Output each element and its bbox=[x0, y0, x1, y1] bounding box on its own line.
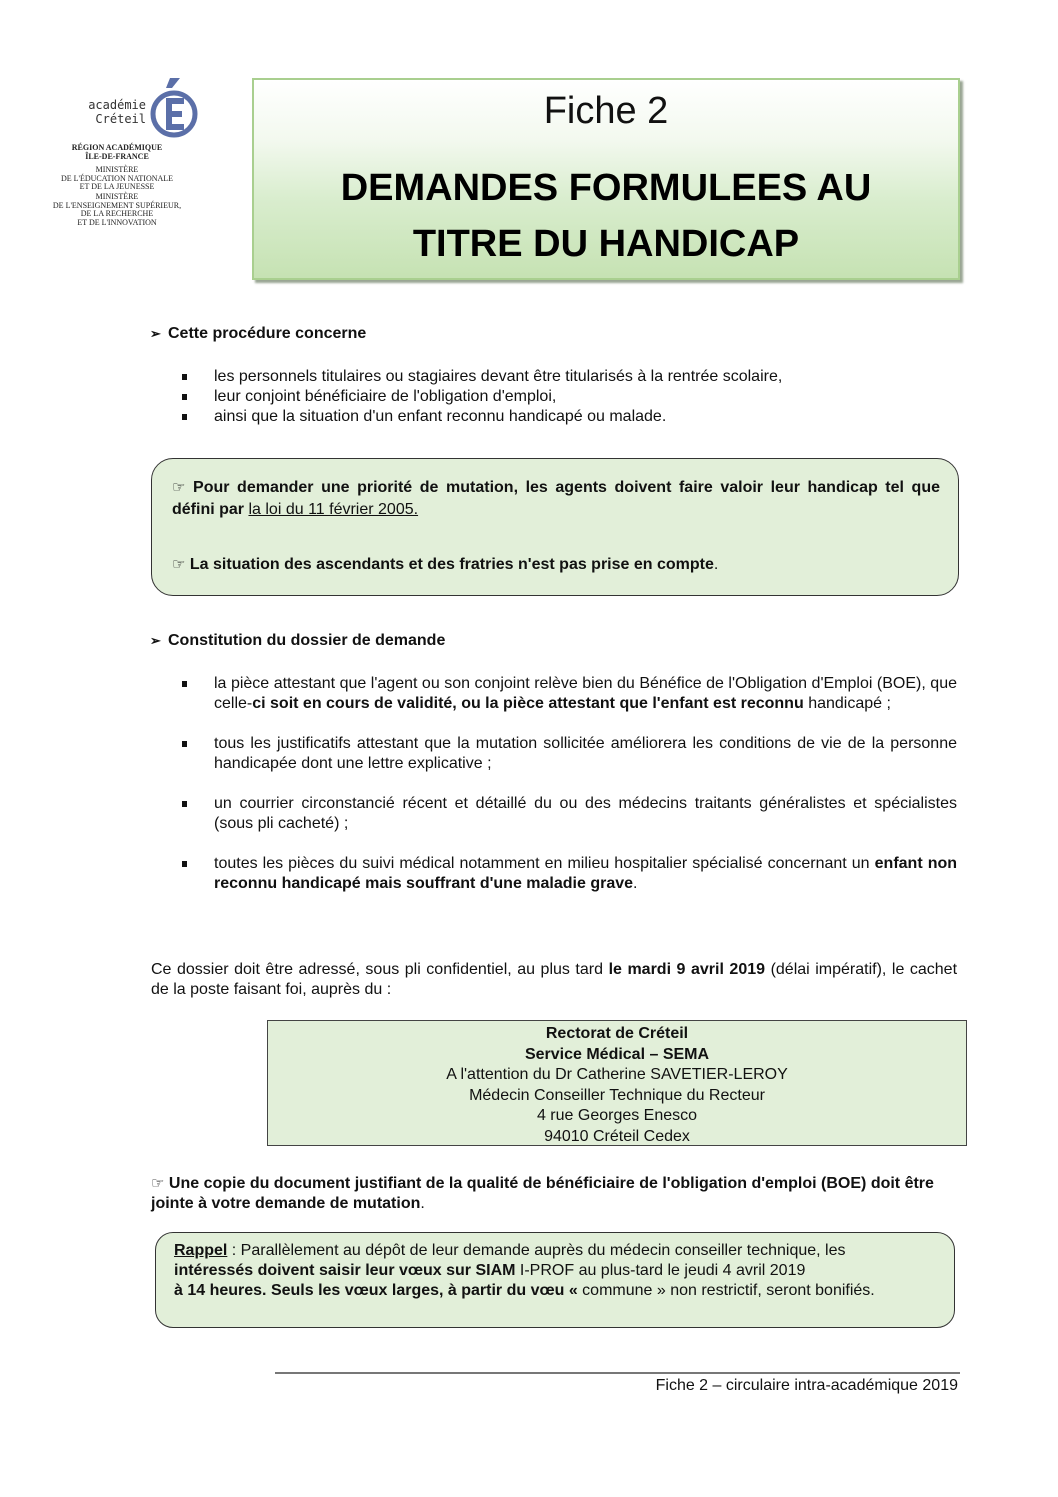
square-bullet-icon bbox=[182, 801, 187, 807]
title-box bbox=[252, 78, 960, 280]
list-item-text: un courrier circonstancié récent et détaillé du ou des médecins traitants généralistes et spécialistes (sous pli cacheté) ; bbox=[214, 795, 957, 832]
section-heading-dossier bbox=[150, 632, 445, 650]
address-line: 94010 Créteil Cedex bbox=[544, 1127, 690, 1145]
square-bullet-icon bbox=[182, 414, 187, 420]
list-item bbox=[182, 674, 957, 714]
logo-word-academie: académie bbox=[88, 98, 146, 112]
list-item-text: les personnels titulaires ou stagiaires devant être titularisés à la rentrée scolaire, bbox=[214, 368, 783, 385]
note-text: Une copie du document justifiant de la qualité de bénéficiaire de l'obligation d'emploi (BOE) doit être jointe à votre demande de mutation bbox=[151, 1175, 934, 1212]
callout-bold-text: Pour demander une priorité de mutation, les agents doivent faire valoir leur handicap tel que défini par bbox=[172, 479, 940, 518]
list-item bbox=[182, 367, 902, 387]
pointing-hand-icon: ☞ bbox=[151, 1175, 165, 1192]
pointing-hand-icon: ☞ bbox=[172, 556, 186, 573]
list-item bbox=[182, 794, 957, 834]
callout-ascendants-text bbox=[172, 554, 940, 576]
logo-ministry-line: ET DE LA JEUNESSE bbox=[79, 182, 155, 191]
page-footer: Fiche 2 – circulaire intra-académique 2019 bbox=[655, 1377, 958, 1394]
page-title-line: TITRE DU HANDICAP bbox=[412, 223, 800, 265]
logo-ministry-line: DE LA RECHERCHE bbox=[80, 209, 154, 218]
logo-region-line: ÎLE-DE-FRANCE bbox=[85, 151, 149, 161]
list-item-text: ainsi que la situation d'un enfant reconnu handicapé ou malade. bbox=[214, 408, 667, 425]
law-link[interactable]: la loi du 11 février 2005. bbox=[248, 501, 419, 518]
page-title bbox=[254, 160, 958, 272]
rappel-bold-text: à 14 heures. Seuls les vœux larges, à partir du vœu « bbox=[174, 1282, 578, 1299]
logo-region-line: RÉGION ACADÉMIQUE bbox=[71, 143, 163, 152]
address-line: Service Médical – SEMA bbox=[524, 1045, 710, 1063]
list-item-bold-text: ci soit en cours de validité, ou la pièce attestant que l'enfant est reconnu bbox=[252, 695, 804, 712]
rappel-box bbox=[155, 1232, 955, 1328]
section-heading-text: Cette procédure concerne bbox=[168, 325, 367, 342]
logo-ministry-line: MINISTÈRE bbox=[95, 165, 139, 174]
rappel-label: Rappel bbox=[174, 1242, 228, 1259]
list-item bbox=[182, 854, 957, 894]
paragraph-text: Ce dossier doit être adressé, sous pli confidentiel, au plus tard bbox=[151, 961, 604, 978]
dossier-list bbox=[182, 674, 957, 914]
logo-ministry-line: DE L'ENSEIGNEMENT SUPÉRIEUR, bbox=[52, 200, 182, 210]
arrow-bullet-icon: ➢ bbox=[150, 633, 161, 648]
rappel-line bbox=[174, 1261, 936, 1281]
logo-ministry-line: ET DE L'INNOVATION bbox=[77, 217, 157, 227]
rappel-text: I-PROF au plus-tard le jeudi 4 avril 2019 bbox=[515, 1262, 806, 1279]
dossier-deadline-paragraph bbox=[151, 960, 957, 1000]
list-item-text: handicapé ; bbox=[808, 695, 891, 712]
arrow-bullet-icon: ➢ bbox=[150, 326, 161, 341]
paragraph-text: (délai impératif), le cachet de la poste faisant foi, auprès du : bbox=[151, 961, 958, 998]
note-period: . bbox=[420, 1195, 425, 1212]
logo-ministry-higher-ed bbox=[36, 193, 198, 227]
list-item bbox=[182, 387, 902, 407]
list-item-text: leur conjoint bénéficiaire de l'obligation d'emploi, bbox=[214, 388, 557, 405]
pointing-hand-icon: ☞ bbox=[172, 479, 186, 496]
callout-bold-text: La situation des ascendants et des fratries n'est pas prise en compte bbox=[189, 556, 714, 573]
list-item-bold-text: enfant non reconnu handicapé mais souffrant d'une maladie grave bbox=[214, 855, 958, 892]
deadline-date: le mardi 9 avril 2019 bbox=[608, 961, 766, 978]
address-line: Rectorat de Créteil bbox=[545, 1025, 689, 1042]
callout-priority-text bbox=[172, 477, 940, 521]
square-bullet-icon bbox=[182, 861, 187, 867]
rappel-text: : Parallèlement au dépôt de leur demande auprès du médecin conseiller technique, les bbox=[227, 1242, 846, 1259]
logo-word-creteil: Créteil bbox=[95, 112, 146, 126]
callout-period: . bbox=[713, 556, 719, 573]
address-line: 4 rue Georges Enesco bbox=[536, 1107, 698, 1124]
address-line: A l'attention du Dr Catherine SAVETIER-LEROY bbox=[446, 1066, 788, 1083]
logo-ministry-line: DE L'ÉDUCATION NATIONALE bbox=[60, 173, 174, 183]
square-bullet-icon bbox=[182, 681, 187, 687]
section-heading-text: Constitution du dossier de demande bbox=[168, 632, 446, 649]
logo-ministry-line: MINISTÈRE bbox=[95, 192, 139, 201]
list-item bbox=[182, 407, 902, 427]
square-bullet-icon bbox=[182, 394, 187, 400]
square-bullet-icon bbox=[182, 374, 187, 380]
page-title-line: DEMANDES FORMULEES AU bbox=[340, 167, 872, 209]
fiche-number: Fiche 2 bbox=[543, 90, 669, 132]
list-item-text: toutes les pièces du suivi médical notamment en milieu hospitalier spécialisé concernant un bbox=[214, 855, 870, 872]
list-item bbox=[182, 734, 957, 774]
logo-ministry-education bbox=[36, 166, 198, 192]
list-item-text: . bbox=[633, 875, 638, 892]
academie-creteil-logo bbox=[36, 76, 198, 236]
address-line: Médecin Conseiller Technique du Recteur bbox=[469, 1086, 765, 1104]
address-box bbox=[267, 1020, 967, 1146]
rappel-line bbox=[174, 1241, 936, 1261]
priority-callout bbox=[151, 458, 959, 596]
list-item-text: la pièce attestant que l'agent ou son conjoint relève bien du Bénéfice de l'Obligation d'Emploi (BOE), que celle- bbox=[214, 675, 957, 712]
boe-copy-note bbox=[151, 1174, 957, 1214]
rappel-line bbox=[174, 1281, 936, 1301]
square-bullet-icon bbox=[182, 741, 187, 747]
footer-divider bbox=[275, 1372, 960, 1374]
logo-e-emblem-icon bbox=[148, 76, 198, 142]
rappel-bold-text: intéressés doivent saisir leur vœux sur SIAM bbox=[174, 1262, 516, 1279]
procedure-list bbox=[182, 367, 902, 427]
rappel-text: commune » non restrictif, seront bonifiés. bbox=[577, 1282, 875, 1299]
logo-region bbox=[36, 144, 198, 161]
section-heading-procedure bbox=[150, 325, 366, 343]
list-item-text: tous les justificatifs attestant que la mutation sollicitée améliorera les conditions de vie de la personne handicapée dont une lettre explicative ; bbox=[214, 735, 957, 772]
